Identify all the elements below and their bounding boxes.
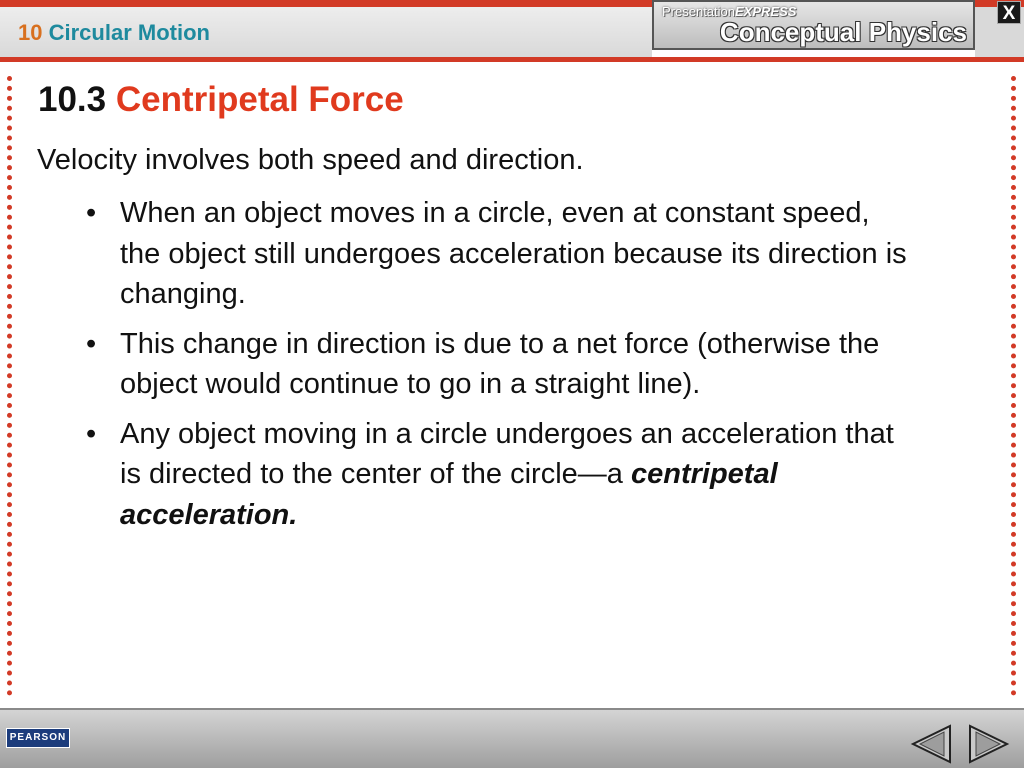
product-logo-prefix: Presentation [662, 4, 735, 19]
bullet-icon: • [86, 327, 97, 360]
emphasis-term: centripetal acceleration [120, 458, 778, 531]
chapter-number: 10 [18, 20, 43, 45]
section-number: 10.3 [38, 80, 107, 119]
slide-title [38, 80, 404, 120]
slide-footer [0, 708, 1024, 768]
slide-header [0, 0, 1024, 62]
bullet-text: This change in direction is due to a net force (otherwise the object would continue to go in a straight line). [120, 327, 880, 400]
close-icon: X [1002, 3, 1016, 24]
previous-slide-button[interactable] [910, 724, 954, 764]
emphasis-period: . [289, 498, 298, 531]
triangle-right-icon [966, 724, 1010, 764]
bullet-list [86, 193, 916, 544]
bullet-icon: • [86, 197, 97, 229]
chapter-title [18, 20, 210, 46]
triangle-left-icon [910, 724, 954, 764]
publisher-logo-text: PEARSON [9, 732, 67, 743]
product-logo-emph: EXPRESS [735, 4, 797, 19]
left-dotted-border [7, 76, 12, 696]
product-logo [652, 0, 975, 50]
right-dotted-border [1011, 76, 1016, 696]
list-item [86, 324, 916, 405]
bullet-icon: • [86, 417, 97, 450]
product-logo-title: Conceptual Physics [719, 17, 967, 47]
lead-text: Velocity involves both speed and direction. [37, 144, 584, 176]
list-item [86, 414, 916, 536]
bullet-text: Any object moving in a circle undergoes an acceleration that is directed to the center of the circle—a [120, 417, 894, 490]
bullet-text: When an object moves in a circle, even at constant speed, the object still undergoes acceleration because its direction is changing. [120, 197, 907, 310]
list-item [86, 193, 916, 315]
publisher-logo [6, 728, 70, 748]
header-accent-bottom [0, 57, 1024, 62]
section-title: Centripetal Force [115, 80, 404, 119]
next-slide-button[interactable] [966, 724, 1010, 764]
chapter-name: Circular Motion [48, 20, 210, 45]
close-button[interactable] [997, 1, 1021, 24]
